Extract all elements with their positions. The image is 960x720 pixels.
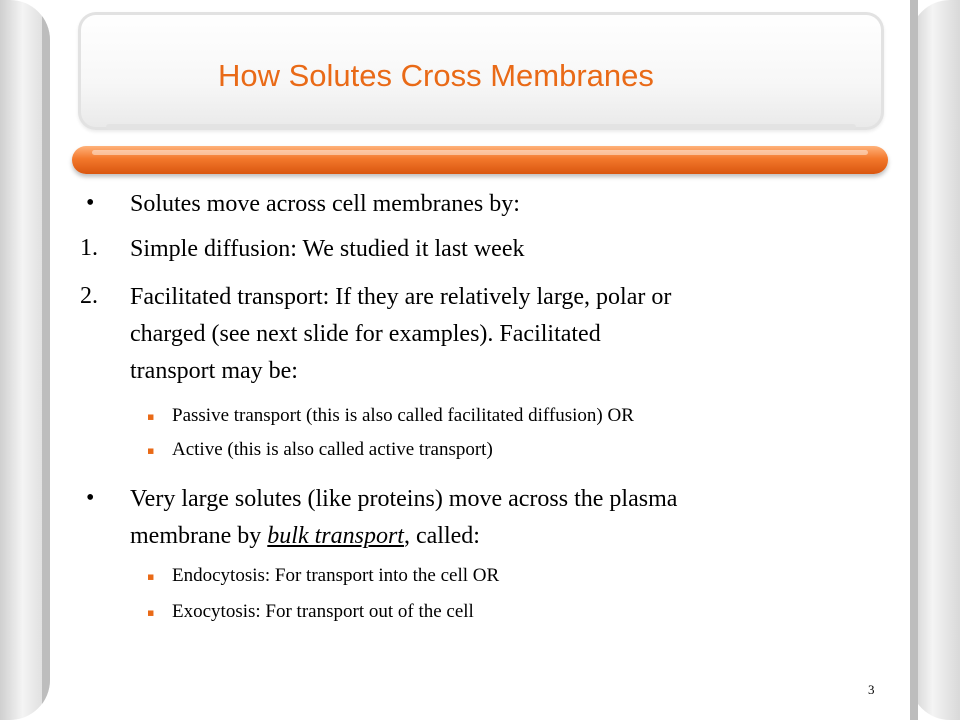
line-suffix: , called: xyxy=(403,523,480,549)
item-text-line-3: transport may be: xyxy=(130,358,298,384)
bullet-text-line-2 xyxy=(130,518,480,555)
sub-item-text: Active (this is also called active transport) xyxy=(172,439,493,460)
number-marker: 1. xyxy=(80,235,98,261)
number-marker: 2. xyxy=(80,283,98,309)
item-text-line-2: charged (see next slide for examples). Facilitated xyxy=(130,321,601,347)
bullet-marker: • xyxy=(86,485,95,511)
sub-item-text: Exocytosis: For transport out of the cell xyxy=(172,601,474,622)
bullet-text-line-1: Very large solutes (like proteins) move across the plasma xyxy=(130,486,678,512)
sub-item-text: Endocytosis: For transport into the cell OR xyxy=(172,565,500,586)
square-bullet-icon: ▪ xyxy=(147,444,155,457)
square-bullet-icon: ▪ xyxy=(147,410,155,423)
bullet-marker: • xyxy=(86,190,95,216)
page-number: 3 xyxy=(868,682,875,697)
square-bullet-icon: ▪ xyxy=(147,606,155,619)
line-prefix: membrane by xyxy=(130,523,268,549)
bulk-transport-term: bulk transport xyxy=(267,523,404,549)
sub-item-text: Passive transport (this is also called facilitated diffusion) OR xyxy=(172,405,634,426)
item-text: Simple diffusion: We studied it last week xyxy=(130,236,525,262)
slide-title: How Solutes Cross Membranes xyxy=(218,58,654,93)
bullet-text: Solutes move across cell membranes by: xyxy=(130,191,520,217)
square-bullet-icon: ▪ xyxy=(147,570,155,583)
item-text-line-1: Facilitated transport: If they are relatively large, polar or xyxy=(130,284,672,310)
